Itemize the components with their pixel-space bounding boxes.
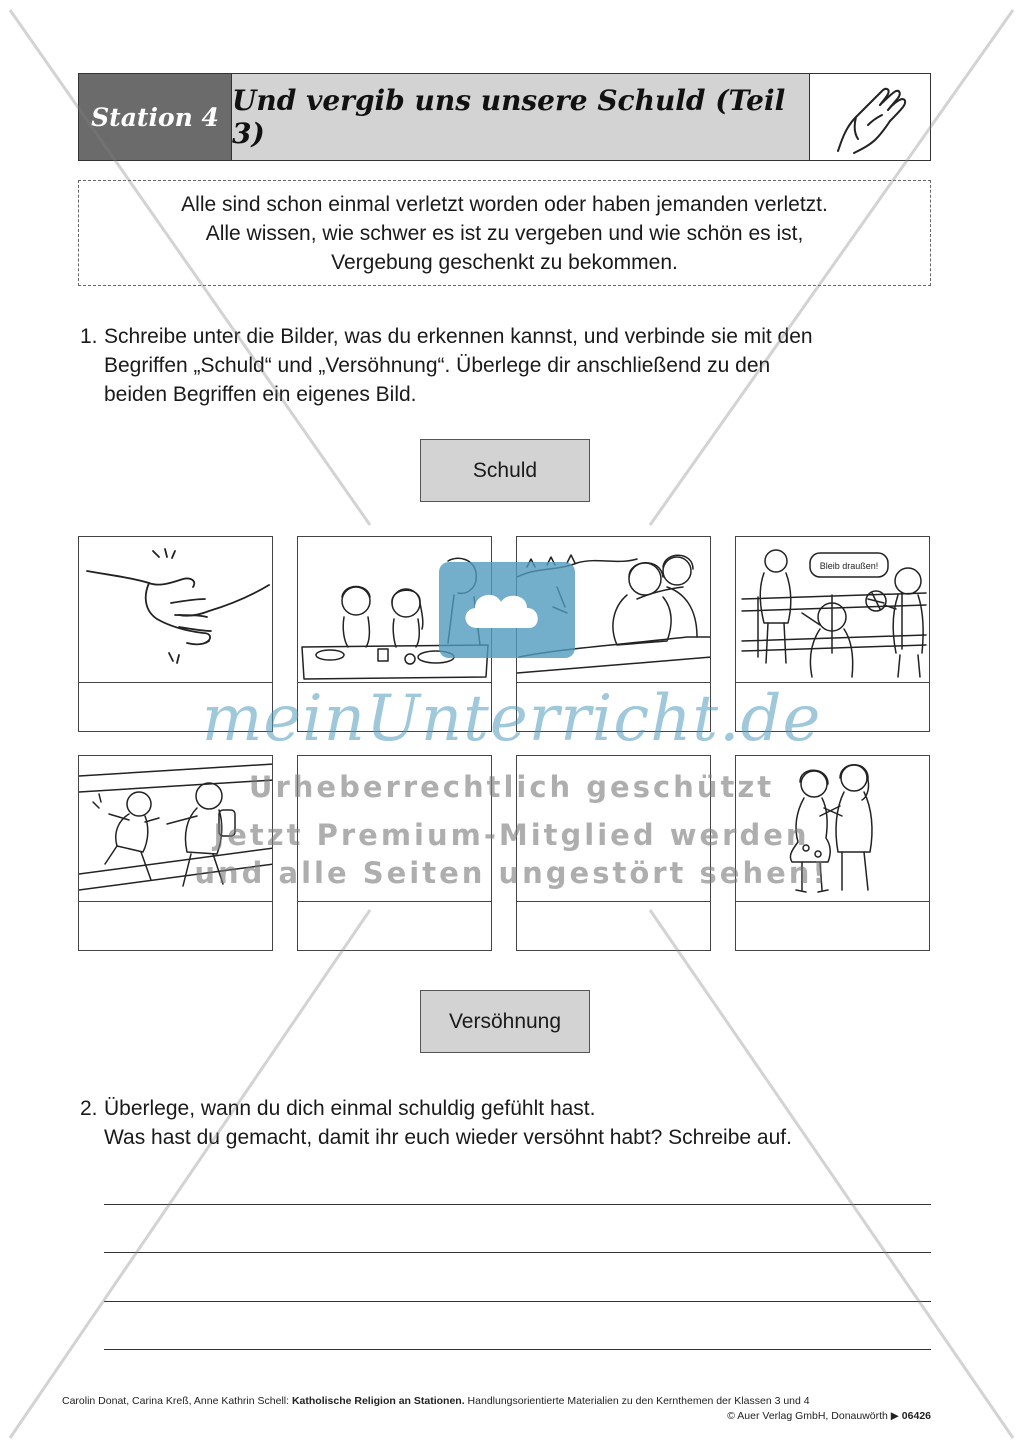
footer-authors: Carolin Donat, Carina Kreß, Anne Kathrin Schell:: [62, 1395, 292, 1407]
concept-box-schuld: Schuld: [420, 439, 590, 502]
watermark-line-1: Urheberrechtlich geschützt: [248, 770, 775, 804]
footer-publisher: © Auer Verlag GmbH, Donauwörth ▶: [727, 1410, 902, 1422]
task-1-number: 1.: [80, 325, 98, 348]
intro-box: [78, 180, 931, 286]
intro-line-2: Alle wissen, wie schwer es ist zu vergeben und wie schön es ist,: [205, 221, 804, 245]
caption-field[interactable]: [736, 902, 929, 950]
intro-line-3: Vergebung geschenkt zu bekommen.: [331, 250, 678, 274]
writing-line[interactable]: [104, 1252, 931, 1253]
watermark-line-3: und alle Seiten ungestört sehen!: [194, 856, 829, 890]
writing-line[interactable]: [104, 1349, 931, 1350]
caption-field[interactable]: [517, 902, 710, 950]
footer-book-title: Katholische Religion an Stationen.: [291, 1395, 465, 1407]
task-2-number: 2.: [80, 1097, 98, 1120]
footer-subtitle: Handlungsorientierte Materialien zu den Kernthemen der Klassen 3 und 4: [464, 1395, 810, 1407]
praying-hands-icon: [820, 79, 920, 155]
footer-order-number: 06426: [901, 1410, 931, 1422]
watermark-line-2: Jetzt Premium-Mitglied werden: [213, 818, 810, 852]
writing-line[interactable]: [104, 1204, 931, 1205]
handshake-illustration: [79, 537, 272, 683]
watermark-cloud-icon: [437, 560, 577, 660]
writing-line[interactable]: [104, 1301, 931, 1302]
task-1-line-3: beiden Begriffen ein eigenes Bild.: [104, 383, 417, 406]
intro-line-1: Alle sind schon einmal verletzt worden oder haben jemanden verletzt.: [181, 192, 828, 216]
concept-box-versoehnung: Versöhnung: [420, 990, 590, 1053]
task-1-line-2: Begriffen „Schuld“ und „Versöhnung“. Überlege dir anschließend zu den: [104, 354, 771, 377]
watermark-brand: meinUnterricht.de: [201, 682, 822, 756]
page-title: Und vergib uns unsere Schuld (Teil 3): [231, 74, 810, 160]
caption-field[interactable]: [298, 902, 491, 950]
task-2: [80, 1094, 930, 1152]
task-1-line-1: Schreibe unter die Bilder, was du erkennen kannst, und verbinde sie mit den: [104, 325, 813, 348]
caption-field[interactable]: [79, 902, 272, 950]
station-header: [78, 73, 931, 161]
excluded-child-illustration: [736, 537, 929, 683]
sign-text: Bleib draußen!: [819, 561, 879, 571]
station-label: Station 4: [79, 74, 231, 160]
footer: [62, 1394, 931, 1424]
praying-hands-box: [810, 74, 930, 160]
task-2-line-1: Überlege, wann du dich einmal schuldig gefühlt hast.: [104, 1097, 596, 1120]
task-2-line-2: Was hast du gemacht, damit ihr euch wieder versöhnt habt? Schreibe auf.: [104, 1126, 792, 1149]
task-1: [80, 322, 930, 409]
